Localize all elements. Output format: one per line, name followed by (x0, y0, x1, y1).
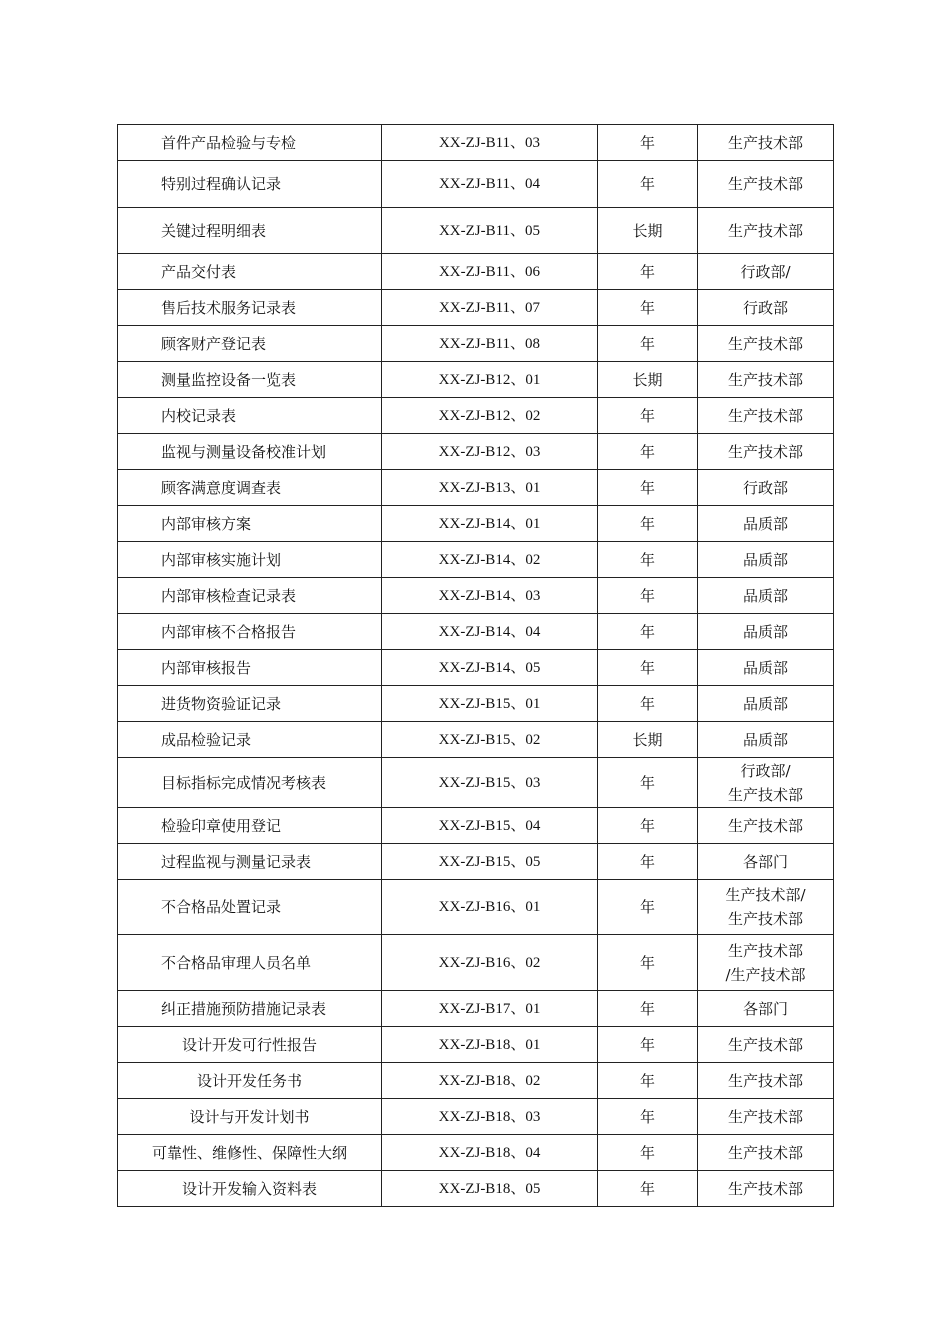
retention-period: 年 (598, 935, 698, 991)
record-code: XX-ZJ-B16、01 (382, 880, 598, 935)
record-name: 过程监视与测量记录表 (118, 844, 382, 880)
record-code: XX-ZJ-B17、01 (382, 991, 598, 1027)
record-code: XX-ZJ-B15、04 (382, 808, 598, 844)
table-row (118, 578, 834, 614)
record-name: 特别过程确认记录 (118, 161, 382, 208)
record-name: 关键过程明细表 (118, 208, 382, 254)
department-line: 各部门 (742, 999, 788, 1018)
retention-period: 年 (598, 1099, 698, 1135)
retention-period: 长期 (598, 722, 698, 758)
record-code: XX-ZJ-B14、03 (382, 578, 598, 614)
record-code: XX-ZJ-B18、05 (382, 1171, 598, 1207)
record-name: 可靠性、维修性、保障性大纲 (118, 1135, 382, 1171)
retention-period: 年 (598, 650, 698, 686)
retention-period: 年 (598, 1135, 698, 1171)
responsible-department (698, 1063, 834, 1099)
retention-period: 年 (598, 506, 698, 542)
responsible-department (698, 935, 834, 991)
retention-period: 年 (598, 290, 698, 326)
department-line: 各部门 (742, 852, 788, 871)
table-row (118, 935, 834, 991)
retention-period: 年 (598, 1027, 698, 1063)
table-row (118, 362, 834, 398)
department-line: 行政部 (742, 478, 788, 497)
table-row (118, 1027, 834, 1063)
retention-period: 长期 (598, 208, 698, 254)
record-name: 设计开发输入资料表 (118, 1171, 382, 1207)
department-line: 品质部 (742, 694, 788, 713)
table-row (118, 808, 834, 844)
responsible-department (698, 161, 834, 208)
table-row (118, 434, 834, 470)
retention-period: 年 (598, 686, 698, 722)
responsible-department (698, 844, 834, 880)
record-code: XX-ZJ-B18、03 (382, 1099, 598, 1135)
records-body (118, 125, 834, 1207)
retention-period: 年 (598, 758, 698, 808)
record-name: 顾客财产登记表 (118, 326, 382, 362)
table-row (118, 1099, 834, 1135)
retention-period: 年 (598, 614, 698, 650)
department-line: 生产技术部 (727, 442, 803, 461)
responsible-department (698, 1027, 834, 1063)
responsible-department (698, 1099, 834, 1135)
table-row (118, 1063, 834, 1099)
record-code: XX-ZJ-B15、03 (382, 758, 598, 808)
record-name: 内部审核实施计划 (118, 542, 382, 578)
record-code: XX-ZJ-B14、04 (382, 614, 598, 650)
department-line: 品质部 (742, 658, 788, 677)
retention-period: 年 (598, 880, 698, 935)
department-line: 品质部 (742, 622, 788, 641)
record-code: XX-ZJ-B16、02 (382, 935, 598, 991)
department-line: 生产技术部 (727, 1071, 803, 1090)
record-code: XX-ZJ-B15、01 (382, 686, 598, 722)
department-line: 生产技术部 (727, 1179, 803, 1198)
responsible-department (698, 1135, 834, 1171)
department-line: 生产技术部 (727, 941, 803, 960)
department-line: 生产技术部 (727, 1107, 803, 1126)
retention-period: 年 (598, 808, 698, 844)
retention-period: 年 (598, 844, 698, 880)
record-code: XX-ZJ-B18、01 (382, 1027, 598, 1063)
table-row (118, 1135, 834, 1171)
retention-period: 年 (598, 398, 698, 434)
responsible-department (698, 326, 834, 362)
responsible-department (698, 808, 834, 844)
record-name: 内部审核检查记录表 (118, 578, 382, 614)
records-table (117, 124, 834, 1207)
responsible-department (698, 506, 834, 542)
record-name: 测量监控设备一览表 (118, 362, 382, 398)
table-row (118, 991, 834, 1027)
table-row (118, 398, 834, 434)
table-row (118, 290, 834, 326)
department-line: 品质部 (742, 514, 788, 533)
record-code: XX-ZJ-B11、05 (382, 208, 598, 254)
department-line: 行政部/ (740, 761, 791, 780)
record-code: XX-ZJ-B14、02 (382, 542, 598, 578)
responsible-department (698, 470, 834, 506)
record-code: XX-ZJ-B11、07 (382, 290, 598, 326)
record-name: 顾客满意度调查表 (118, 470, 382, 506)
record-name: 不合格品审理人员名单 (118, 935, 382, 991)
retention-period: 年 (598, 542, 698, 578)
department-line: 生产技术部 (727, 221, 803, 240)
department-line: 生产技术部/ (725, 886, 806, 904)
responsible-department (698, 722, 834, 758)
table-row (118, 542, 834, 578)
table-row (118, 844, 834, 880)
responsible-department (698, 880, 834, 935)
table-row (118, 506, 834, 542)
record-code: XX-ZJ-B12、03 (382, 434, 598, 470)
record-code: XX-ZJ-B11、06 (382, 254, 598, 290)
record-name: 设计开发可行性报告 (118, 1027, 382, 1063)
record-name: 纠正措施预防措施记录表 (118, 991, 382, 1027)
responsible-department (698, 650, 834, 686)
record-code: XX-ZJ-B14、01 (382, 506, 598, 542)
responsible-department (698, 1171, 834, 1207)
record-code: XX-ZJ-B14、05 (382, 650, 598, 686)
responsible-department (698, 398, 834, 434)
record-code: XX-ZJ-B11、08 (382, 326, 598, 362)
table-row (118, 470, 834, 506)
record-name: 进货物资验证记录 (118, 686, 382, 722)
responsible-department (698, 991, 834, 1027)
table-row (118, 650, 834, 686)
responsible-department (698, 208, 834, 254)
retention-period: 年 (598, 1171, 698, 1207)
record-name: 产品交付表 (118, 254, 382, 290)
retention-period: 年 (598, 326, 698, 362)
retention-period: 年 (598, 470, 698, 506)
department-line: 生产技术部 (727, 133, 803, 152)
record-code: XX-ZJ-B11、03 (382, 125, 598, 161)
retention-period: 年 (598, 991, 698, 1027)
table-row (118, 880, 834, 935)
retention-period: 长期 (598, 362, 698, 398)
responsible-department (698, 614, 834, 650)
retention-period: 年 (598, 434, 698, 470)
record-name: 内部审核报告 (118, 650, 382, 686)
department-line: 行政部/ (740, 262, 791, 281)
record-code: XX-ZJ-B12、01 (382, 362, 598, 398)
record-name: 检验印章使用登记 (118, 808, 382, 844)
table-row (118, 758, 834, 808)
record-name: 内校记录表 (118, 398, 382, 434)
responsible-department (698, 434, 834, 470)
table-row (118, 1171, 834, 1207)
department-line: 生产技术部 (727, 816, 803, 835)
record-name: 监视与测量设备校准计划 (118, 434, 382, 470)
record-name: 设计开发任务书 (118, 1063, 382, 1099)
record-code: XX-ZJ-B11、04 (382, 161, 598, 208)
table-row (118, 254, 834, 290)
department-line: 生产技术部 (727, 406, 803, 425)
department-line: 品质部 (742, 550, 788, 569)
record-name: 不合格品处置记录 (118, 880, 382, 935)
table-row (118, 722, 834, 758)
record-name: 设计与开发计划书 (118, 1099, 382, 1135)
retention-period: 年 (598, 254, 698, 290)
table-row (118, 125, 834, 161)
responsible-department (698, 254, 834, 290)
department-line: /生产技术部 (725, 965, 806, 984)
record-code: XX-ZJ-B15、02 (382, 722, 598, 758)
table-row (118, 208, 834, 254)
department-line: 生产技术部 (727, 1143, 803, 1162)
table-row (118, 326, 834, 362)
department-line: 品质部 (742, 586, 788, 605)
department-line: 生产技术部 (727, 1035, 803, 1054)
retention-period: 年 (598, 125, 698, 161)
table-row (118, 686, 834, 722)
responsible-department (698, 290, 834, 326)
responsible-department (698, 362, 834, 398)
retention-period: 年 (598, 161, 698, 208)
department-line: 生产技术部 (727, 334, 803, 353)
department-line: 行政部 (742, 298, 788, 317)
responsible-department (698, 686, 834, 722)
record-code: XX-ZJ-B13、01 (382, 470, 598, 506)
record-name: 目标指标完成情况考核表 (118, 758, 382, 808)
table-row (118, 614, 834, 650)
record-name: 内部审核不合格报告 (118, 614, 382, 650)
record-code: XX-ZJ-B12、02 (382, 398, 598, 434)
department-line: 生产技术部 (727, 370, 803, 389)
record-code: XX-ZJ-B18、04 (382, 1135, 598, 1171)
responsible-department (698, 578, 834, 614)
department-line: 生产技术部 (727, 785, 803, 804)
record-name: 首件产品检验与专检 (118, 125, 382, 161)
responsible-department (698, 758, 834, 808)
record-name: 售后技术服务记录表 (118, 290, 382, 326)
retention-period: 年 (598, 1063, 698, 1099)
department-line: 品质部 (742, 730, 788, 749)
record-name: 内部审核方案 (118, 506, 382, 542)
record-code: XX-ZJ-B15、05 (382, 844, 598, 880)
retention-period: 年 (598, 578, 698, 614)
record-name: 成品检验记录 (118, 722, 382, 758)
responsible-department (698, 542, 834, 578)
department-line: 生产技术部 (727, 175, 803, 193)
record-code: XX-ZJ-B18、02 (382, 1063, 598, 1099)
department-line: 生产技术部 (727, 910, 803, 928)
table-row (118, 161, 834, 208)
responsible-department (698, 125, 834, 161)
